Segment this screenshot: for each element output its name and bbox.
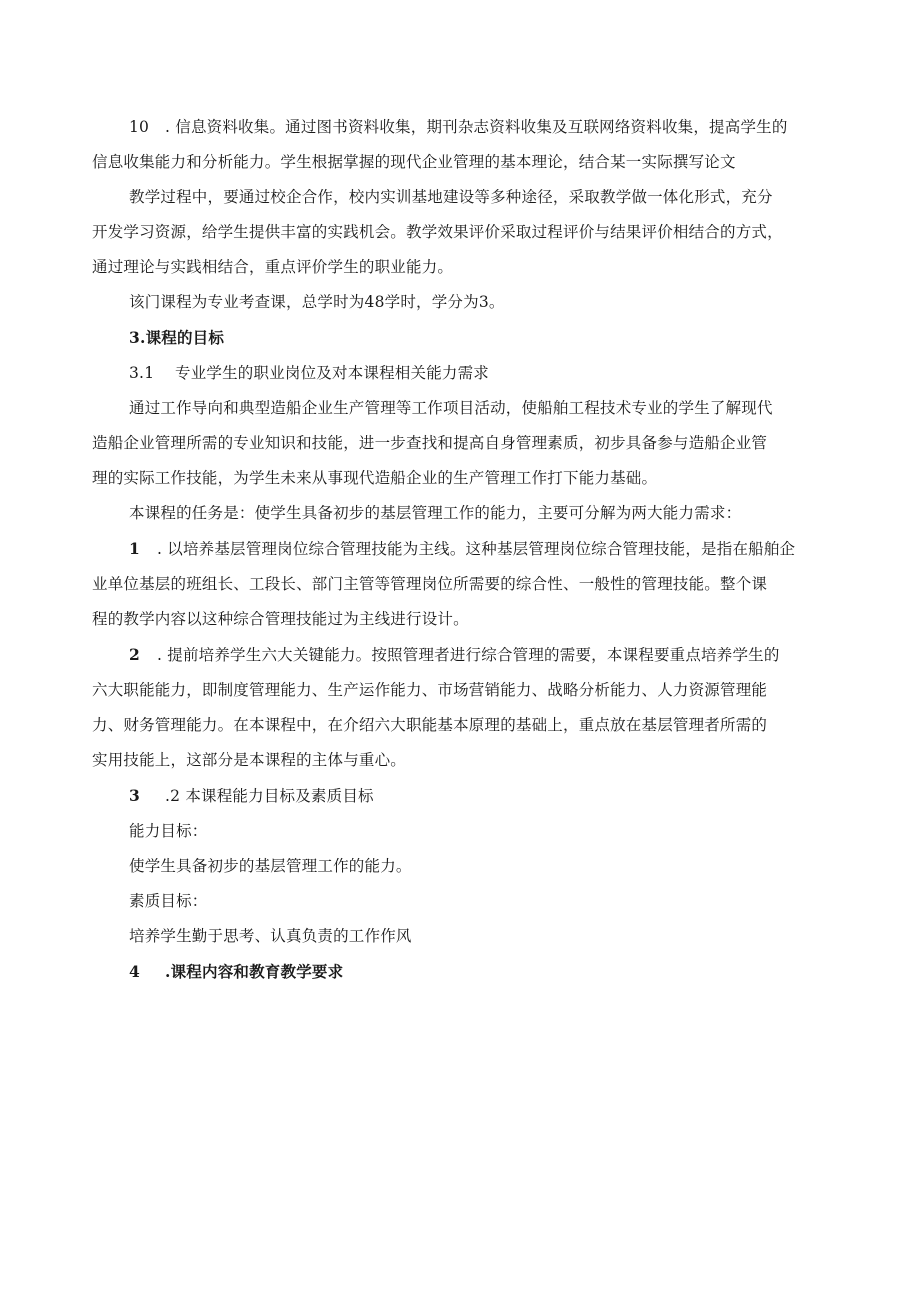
paragraph-line: 程的教学内容以这种综合管理技能过为主线进行设计。 <box>92 610 469 628</box>
paragraph-item-10 <box>92 110 832 180</box>
line-text: . 以培养基层管理岗位综合管理技能为主线。这种基层管理岗位综合管理技能，是指在船舶企 <box>157 540 796 558</box>
line-text: . 信息资料收集。通过图书资料收集，期刊杂志资料收集及互联网络资料收集，提高学生的 <box>165 118 788 136</box>
paragraph-course-task: 本课程的任务是：使学生具备初步的基层管理工作的能力，主要可分解为两大能力需求： <box>129 504 742 522</box>
paragraph-work-guidance <box>92 391 832 496</box>
item-number: 1 <box>129 539 140 558</box>
item-number: 10 <box>129 118 150 136</box>
heading-4 <box>92 954 832 990</box>
paragraph-line: 理的实际工作技能，为学生未来从事现代造船企业的生产管理工作打下能力基础。 <box>92 469 658 487</box>
heading-course-objectives <box>92 320 832 356</box>
section-number: 3.1 <box>129 364 155 382</box>
quality-label: 素质目标： <box>129 892 208 910</box>
paragraph-line: 实用技能上，这部分是本课程的主体与重心。 <box>92 751 407 769</box>
paragraph-line: 业单位基层的班组长、工段长、部门主管等管理岗位所需要的综合性、一般性的管理技能。整个课 <box>92 575 768 593</box>
paragraph-line: 信息收集能力和分析能力。学生根据掌握的现代企业管理的基本理论，结合某一实际撰写论文 <box>92 153 736 171</box>
paragraph-line: 造船企业管理所需的专业知识和技能，进一步查找和提高自身管理素质，初步具备参与造船企业管 <box>92 434 768 452</box>
heading-text: .2 本课程能力目标及素质目标 <box>165 787 374 805</box>
heading-3-1 <box>92 356 832 391</box>
heading-text: 3.课程的目标 <box>129 328 225 347</box>
paragraph-teaching-process <box>92 180 832 285</box>
heading-text: 专业学生的职业岗位及对本课程相关能力需求 <box>175 364 490 382</box>
list-item-1 <box>92 531 832 637</box>
quality-text: 培养学生勤于思考、认真负责的工作作风 <box>129 927 412 945</box>
paragraph-line: 六大职能能力，即制度管理能力、生产运作能力、市场营销能力、战略分析能力、人力资源管理能 <box>92 681 768 699</box>
paragraph-line <box>92 637 832 673</box>
paragraph-line: 力、财务管理能力。在本课程中，在介绍六大职能基本原理的基础上，重点放在基层管理者所需的 <box>92 716 768 734</box>
paragraph-line: 开发学习资源，给学生提供丰富的实践机会。教学效果评价采取过程评价与结果评价相结合的方式， <box>92 223 783 241</box>
heading-3-2 <box>92 778 832 814</box>
ability-text: 使学生具备初步的基层管理工作的能力。 <box>129 857 412 875</box>
paragraph-line: 通过理论与实践相结合，重点评价学生的职业能力。 <box>92 258 454 276</box>
line-text: . 提前培养学生六大关键能力。按照管理者进行综合管理的需要，本课程要重点培养学生的 <box>157 646 780 664</box>
item-number: 2 <box>129 645 140 664</box>
ability-label: 能力目标： <box>129 822 208 840</box>
list-item-2 <box>92 637 832 778</box>
paragraph-line: 教学过程中，要通过校企合作，校内实训基地建设等多种途径，采取教学做一体化形式，充分 <box>129 188 773 206</box>
heading-text: .课程内容和教育教学要求 <box>165 962 344 981</box>
paragraph-line <box>92 531 832 567</box>
paragraph-line: 通过工作导向和典型造船企业生产管理等工作项目活动，使船舶工程技术专业的学生了解现代 <box>129 399 773 417</box>
paragraph-line <box>92 110 832 145</box>
paragraph-course-hours: 该门课程为专业考查课，总学时为48学时，学分为3。 <box>129 293 505 311</box>
section-number: 3 <box>129 786 140 805</box>
section-number: 4 <box>129 962 140 981</box>
